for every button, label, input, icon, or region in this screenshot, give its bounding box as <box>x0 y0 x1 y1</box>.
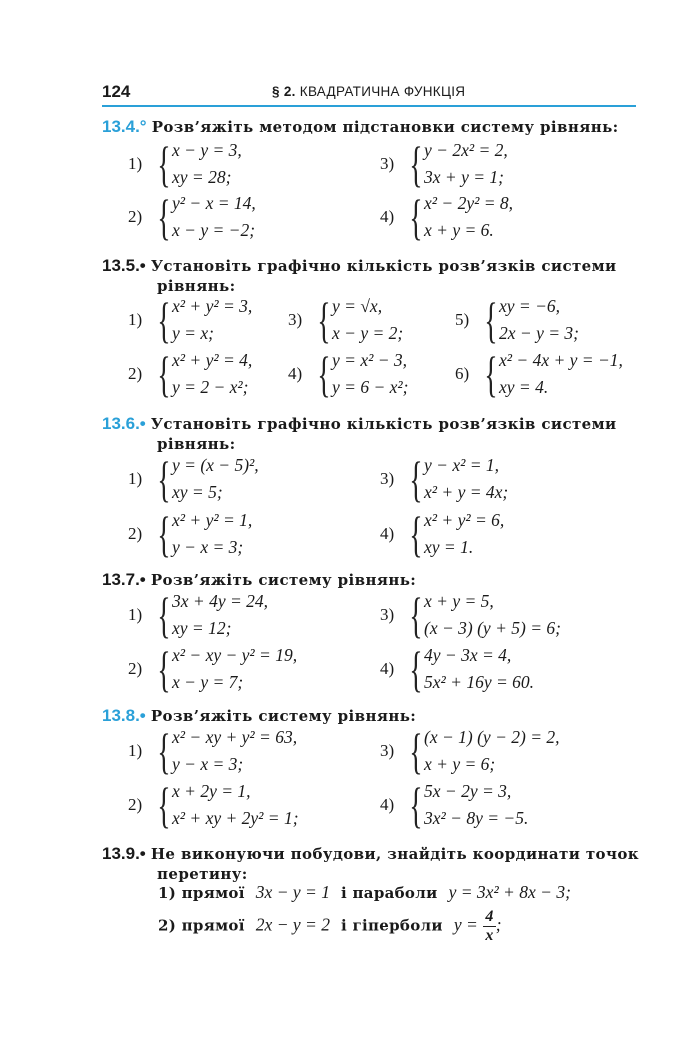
equation: xy = 5; <box>172 482 223 502</box>
item-label: 2) <box>128 795 143 814</box>
problem-13-6 <box>102 414 642 454</box>
page-header <box>102 80 636 104</box>
brace: { <box>157 292 171 348</box>
system-13-8-4 <box>380 778 528 832</box>
brace: { <box>157 777 171 833</box>
brace: { <box>484 292 498 348</box>
item-label: 1) <box>128 310 143 329</box>
section-title <box>272 84 465 99</box>
problem-number: 13.8.• <box>102 706 146 725</box>
equation: xy = 1. <box>424 537 474 557</box>
system-13-5-3 <box>288 293 403 347</box>
brace: { <box>409 189 423 245</box>
system-13-8-2 <box>128 778 299 832</box>
equation: y − x = 3; <box>172 754 244 774</box>
system-13-4-3 <box>380 137 508 191</box>
item-label: 3) <box>380 741 395 760</box>
brace: { <box>409 777 423 833</box>
line-text: 2) прямої <box>158 916 245 935</box>
equation: x + y = 6; <box>424 754 496 774</box>
problem-text: Розв’яжіть методом підстановки систему рівнянь: <box>151 118 619 136</box>
item-label: 1) <box>128 154 143 173</box>
item-label: 2) <box>128 524 143 543</box>
equation: (x − 1) (y − 2) = 2, <box>424 727 560 747</box>
brace: { <box>409 723 423 779</box>
item-label: 4) <box>380 524 395 543</box>
item-label: 4) <box>380 659 395 678</box>
item-label: 1) <box>128 741 143 760</box>
system-13-4-4 <box>380 190 513 244</box>
equation: x − y = 3, <box>172 140 242 160</box>
item-label: 4) <box>380 207 395 226</box>
brace: { <box>409 451 423 507</box>
equation: x² + y² = 4, <box>172 350 253 370</box>
equation: y = <box>453 914 478 935</box>
problem-number: 13.7.• <box>102 570 146 589</box>
equation: x + y = 5, <box>424 591 494 611</box>
brace: { <box>157 189 171 245</box>
equation: y = 2 − x²; <box>172 377 249 397</box>
system-13-6-1 <box>128 452 259 506</box>
system-13-6-2 <box>128 507 252 561</box>
equation: x² + y² = 1, <box>172 510 253 530</box>
system-13-4-1 <box>128 137 242 191</box>
system-13-5-5 <box>455 293 579 347</box>
item-label: 1) <box>128 605 143 624</box>
brace: { <box>484 346 498 402</box>
item-label: 2) <box>128 207 143 226</box>
problem-text: Розв’яжіть систему рівнянь: <box>150 707 417 725</box>
problem-13-8 <box>102 706 642 726</box>
system-13-6-4 <box>380 507 504 561</box>
equation: x² − xy − y² = 19, <box>172 645 298 665</box>
problem-13-5 <box>102 256 642 296</box>
line-text: і гіперболи <box>341 916 443 935</box>
header-rule <box>102 105 636 107</box>
equation: 4y − 3x = 4, <box>424 645 512 665</box>
equation: y = 6 − x²; <box>332 377 409 397</box>
problem-number: 13.5.• <box>102 256 146 275</box>
equation: x + 2y = 1, <box>172 781 251 801</box>
brace: { <box>157 506 171 562</box>
item-label: 6) <box>455 364 470 383</box>
brace: { <box>409 587 423 643</box>
system-13-7-1 <box>128 588 268 642</box>
brace: { <box>157 136 171 192</box>
equation: 3x − y = 1 <box>255 882 330 902</box>
equation: x² − 4x + y = −1, <box>499 350 623 370</box>
brace: { <box>157 641 171 697</box>
fraction-denominator: x <box>485 927 494 944</box>
equation: 2x − y = 3; <box>499 323 579 343</box>
punctuation: ; <box>495 914 502 935</box>
brace: { <box>317 346 331 402</box>
brace: { <box>409 641 423 697</box>
equation: 3x² − 8y = −5. <box>424 808 529 828</box>
system-13-5-1 <box>128 293 252 347</box>
item-label: 3) <box>380 605 395 624</box>
equation: x² + y = 4x; <box>424 482 509 502</box>
equation: xy = 12; <box>172 618 232 638</box>
problem-text-cont: рівнянь: <box>157 277 236 295</box>
equation: y − 2x² = 2, <box>424 140 508 160</box>
equation: y = x² − 3, <box>332 350 408 370</box>
equation: x² − xy + y² = 63, <box>172 727 298 747</box>
equation: xy = 4. <box>499 377 549 397</box>
item-label: 3) <box>380 469 395 488</box>
equation: 5x² + 16y = 60. <box>424 672 535 692</box>
equation: x² + y² = 6, <box>424 510 505 530</box>
problem-text: Установіть графічно кількість розв’язків системи <box>150 415 617 433</box>
equation: 2x − y = 2 <box>255 914 330 935</box>
equation: xy = −6, <box>499 296 561 316</box>
problem-13-4 <box>102 117 642 137</box>
equation: y = 3x² + 8x − 3; <box>448 882 571 902</box>
equation: y = √x, <box>332 296 383 316</box>
equation: (x − 3) (y + 5) = 6; <box>424 618 561 638</box>
brace: { <box>409 506 423 562</box>
section-mark: § 2. <box>272 84 296 99</box>
system-13-6-3 <box>380 452 508 506</box>
section-title-text: КВАДРАТИЧНА ФУНКЦІЯ <box>299 84 466 99</box>
equation: y² − x = 14, <box>172 193 256 213</box>
item-label: 3) <box>288 310 303 329</box>
brace: { <box>157 587 171 643</box>
equation: x² + y² = 3, <box>172 296 253 316</box>
system-13-7-3 <box>380 588 561 642</box>
equation: xy = 28; <box>172 167 232 187</box>
problem-text: Розв’яжіть систему рівнянь: <box>150 571 417 589</box>
problem-13-7 <box>102 570 642 590</box>
system-13-5-2 <box>128 347 252 401</box>
equation: 3x + y = 1; <box>424 167 504 187</box>
system-13-7-2 <box>128 642 297 696</box>
item-label: 4) <box>288 364 303 383</box>
problem-number: 13.9.• <box>102 844 146 863</box>
system-13-5-6 <box>455 347 623 401</box>
problem-13-9-line-2 <box>158 908 502 945</box>
problem-13-9-line-1 <box>158 882 571 903</box>
equation: y = (x − 5)², <box>172 455 259 475</box>
equation: x + y = 6. <box>424 220 494 240</box>
problem-text: Не виконуючи побудови, знайдіть координати точок <box>150 845 639 863</box>
fraction-numerator: 4 <box>485 908 494 925</box>
system-13-8-3 <box>380 724 560 778</box>
brace: { <box>409 136 423 192</box>
equation: y − x = 3; <box>172 537 244 557</box>
item-label: 5) <box>455 310 470 329</box>
equation: x − y = −2; <box>172 220 256 240</box>
problem-13-9 <box>102 844 642 884</box>
fraction <box>483 908 495 945</box>
item-label: 4) <box>380 795 395 814</box>
item-label: 2) <box>128 659 143 678</box>
system-13-7-4 <box>380 642 534 696</box>
problem-text-cont: перетину: <box>157 865 248 883</box>
item-label: 3) <box>380 154 395 173</box>
line-text: 1) прямої <box>158 884 245 902</box>
brace: { <box>157 346 171 402</box>
equation: 5x − 2y = 3, <box>424 781 512 801</box>
line-text: і параболи <box>341 884 438 902</box>
problem-number: 13.4.° <box>102 117 147 136</box>
equation: x² + xy + 2y² = 1; <box>172 808 299 828</box>
system-13-4-2 <box>128 190 256 244</box>
equation: y = x; <box>172 323 214 343</box>
equation: x − y = 7; <box>172 672 244 692</box>
system-13-8-1 <box>128 724 297 778</box>
equation: x² − 2y² = 8, <box>424 193 514 213</box>
problem-text-cont: рівнянь: <box>157 435 236 453</box>
item-label: 2) <box>128 364 143 383</box>
page-number: 124 <box>102 82 131 101</box>
item-label: 1) <box>128 469 143 488</box>
equation: x − y = 2; <box>332 323 404 343</box>
brace: { <box>157 451 171 507</box>
brace: { <box>157 723 171 779</box>
problem-number: 13.6.• <box>102 414 146 433</box>
problem-text: Установіть графічно кількість розв’язків системи <box>150 257 617 275</box>
brace: { <box>317 292 331 348</box>
system-13-5-4 <box>288 347 408 401</box>
equation: y − x² = 1, <box>424 455 500 475</box>
equation: 3x + 4y = 24, <box>172 591 269 611</box>
